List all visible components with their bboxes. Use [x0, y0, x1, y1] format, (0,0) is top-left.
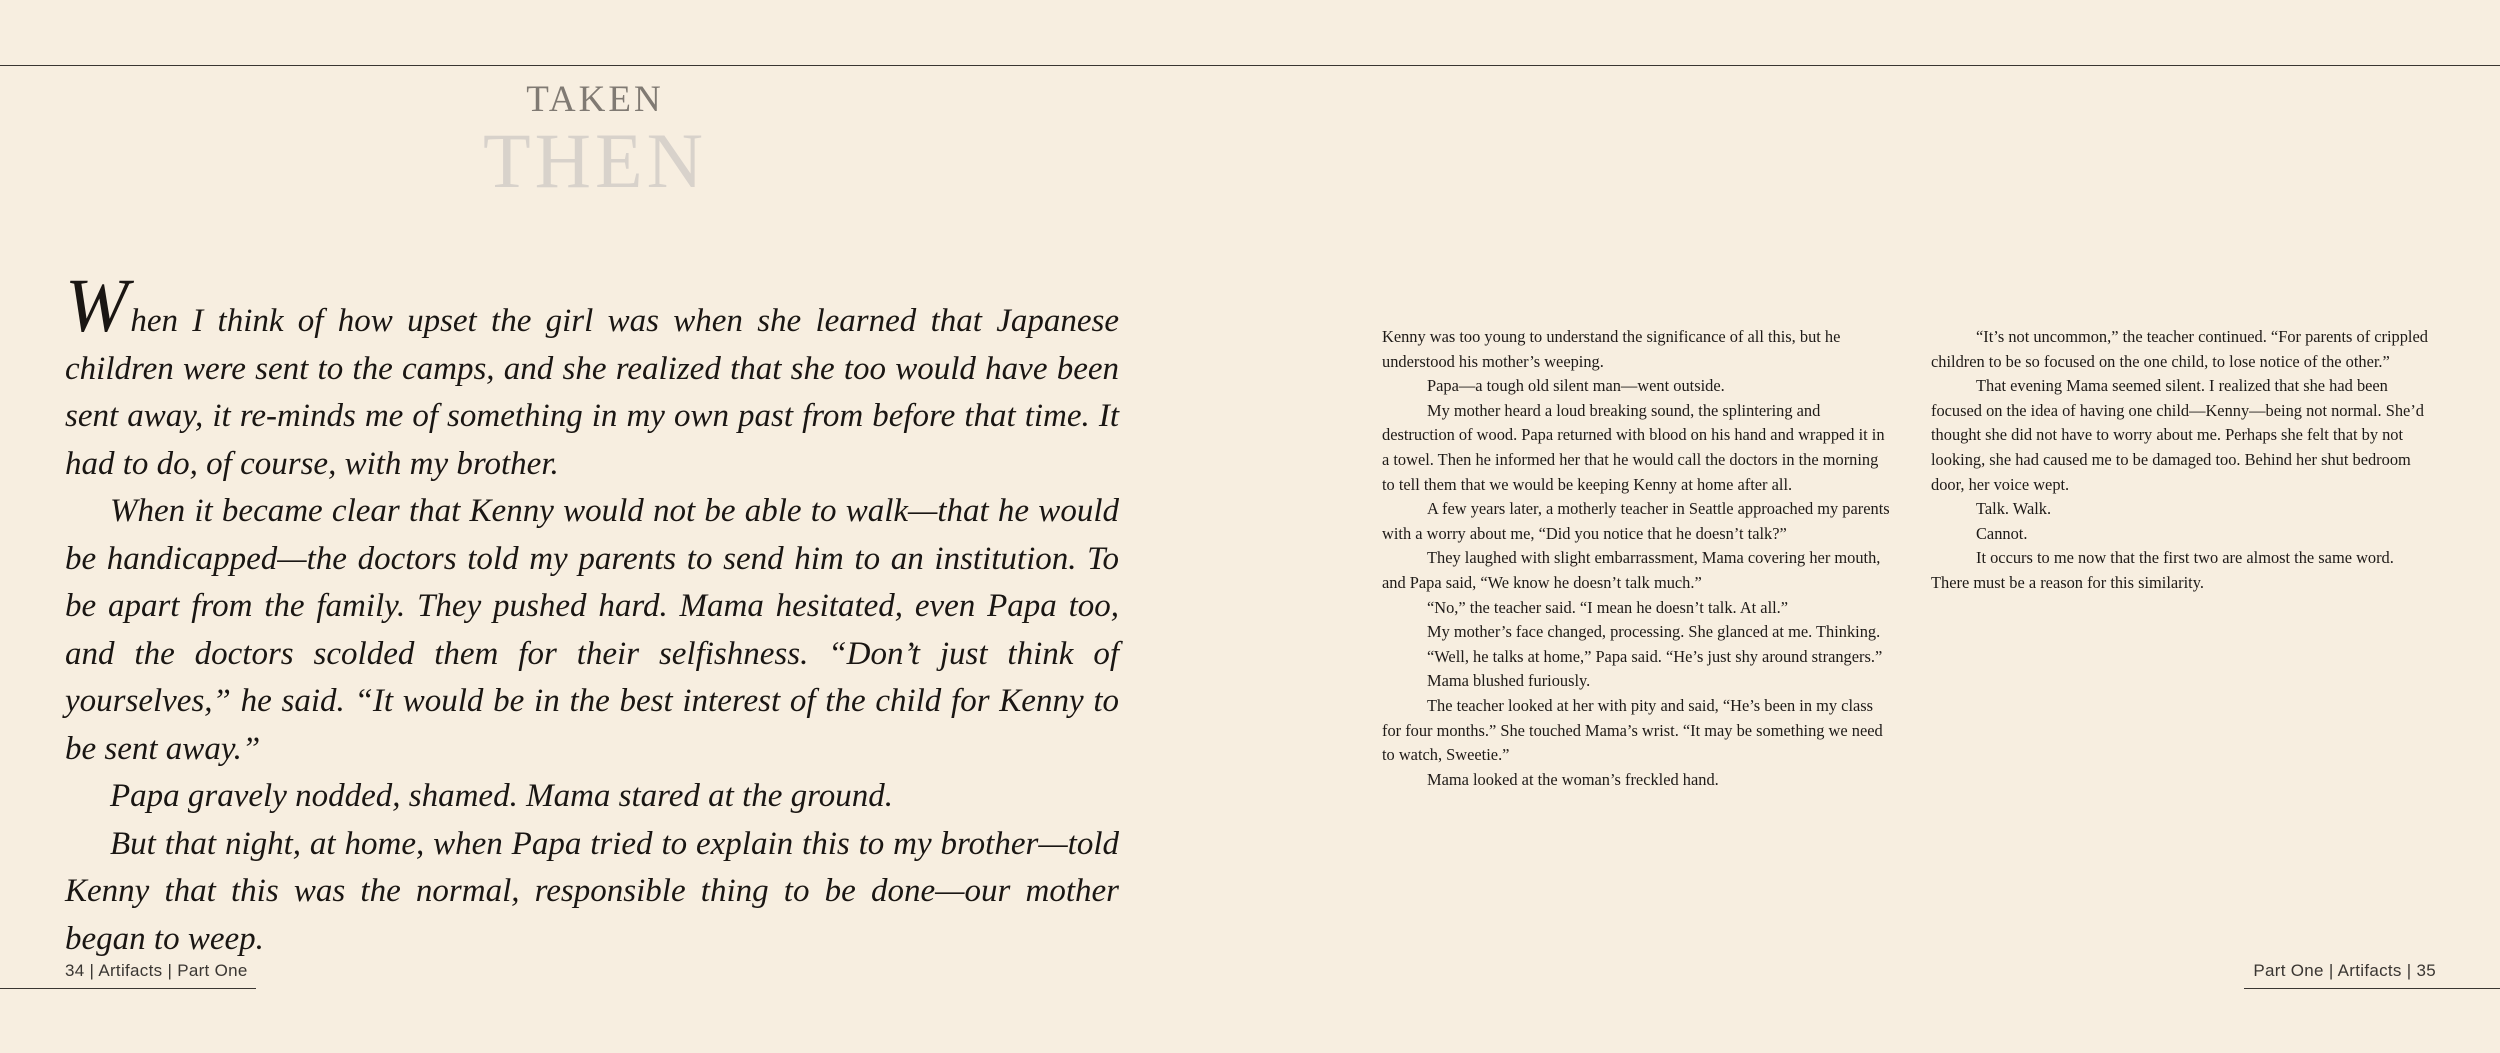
right-page-column-1 — [1382, 325, 1890, 792]
paragraph: My mother’s face changed, processing. She glanced at me. Thinking. — [1427, 622, 1881, 642]
paragraph: Talk. Walk. — [1976, 499, 2052, 519]
folio-rule-right — [2244, 988, 2500, 989]
paragraph: A few years later, a motherly teacher in Seattle approached my parents with a worry about me, “Did you notice that he doesn’t talk?” — [1382, 499, 1890, 543]
heading-taken: TAKEN — [526, 79, 664, 120]
paragraph: Mama looked at the woman’s freckled hand. — [1427, 769, 1719, 789]
drop-cap: W — [65, 264, 129, 348]
paragraph: That evening Mama seemed silent. I realized that she had been focused on the idea of having one child—Kenny—being not normal. She’d thought she did not have to worry about me. Perhaps she felt that by not looking, she had caused me to be damaged too. Behind her shut bedroom door, her voice wept. — [1931, 376, 2424, 494]
paragraph: Mama blushed furiously. — [1427, 671, 1591, 691]
paragraph: Cannot. — [1976, 523, 2028, 543]
paragraph: Papa gravely nodded, shamed. Mama stared at the ground. — [110, 778, 894, 814]
folio-rule-left — [0, 988, 256, 989]
paragraph: It occurs to me now that the first two are almost the same word. There must be a reason for this similarity. — [1931, 548, 2394, 592]
paragraph: But that night, at home, when Papa tried to explain this to my brother—told Kenny that this was the normal, responsible thing to be done—our mother began to weep. — [65, 825, 1119, 957]
right-page-column-2 — [1931, 325, 2431, 596]
paragraph: They laughed with slight embarrassment, Mama covering her mouth, and Papa said, “We know he doesn’t talk much.” — [1382, 548, 1881, 592]
paragraph: “No,” the teacher said. “I mean he doesn’t talk. At all.” — [1427, 597, 1789, 617]
paragraph — [65, 264, 1119, 488]
folio-right: Part One | Artifacts | 35 — [2253, 961, 2436, 980]
left-page-body — [65, 264, 1119, 963]
paragraph: Papa—a tough old silent man—went outside. — [1427, 376, 1725, 396]
paragraph: “Well, he talks at home,” Papa said. “He’s just shy around strangers.” — [1427, 646, 1883, 666]
paragraph: The teacher looked at her with pity and said, “He’s been in my class for four months.” She touched Mama’s wrist. “It may be something we need to watch, Sweetie.” — [1382, 695, 1883, 765]
folio-left: 34 | Artifacts | Part One — [65, 961, 248, 980]
paragraph: When it became clear that Kenny would not be able to walk—that he would be handicapped—the doctors told my parents to send him to an institution. To be apart from the family. They pushed hard. Mama hesitated, even Papa too, and the doctors scolded them for their selfishness. “Don’t just think of yourselves,” he said. “It would be in the best interest of the child for Kenny to be sent away.” — [65, 493, 1119, 767]
paragraph: “It’s not uncommon,” the teacher continued. “For parents of crippled children to be so focused on the one child, to lose notice of the other.” — [1931, 327, 2428, 371]
top-rule — [0, 65, 2500, 66]
paragraph: My mother heard a loud breaking sound, the splintering and destruction of wood. Papa returned with blood on his hand and wrapped it in a towel. Then he informed her that he would call the doctors in the morning to tell them that we would be keeping Kenny at home after all. — [1382, 400, 1885, 494]
heading-then: THEN — [483, 117, 707, 204]
paragraph: Kenny was too young to understand the significance of all this, but he understood his mother’s weeping. — [1382, 327, 1841, 371]
paragraph-text: hen I think of how upset the girl was when she learned that Japanese children were sent to the camps, and she realized that she too would have been sent away, it re-minds me of something in my own past from before that time. It had to do, of course, with my brother. — [65, 303, 1119, 482]
section-heading — [440, 78, 750, 204]
